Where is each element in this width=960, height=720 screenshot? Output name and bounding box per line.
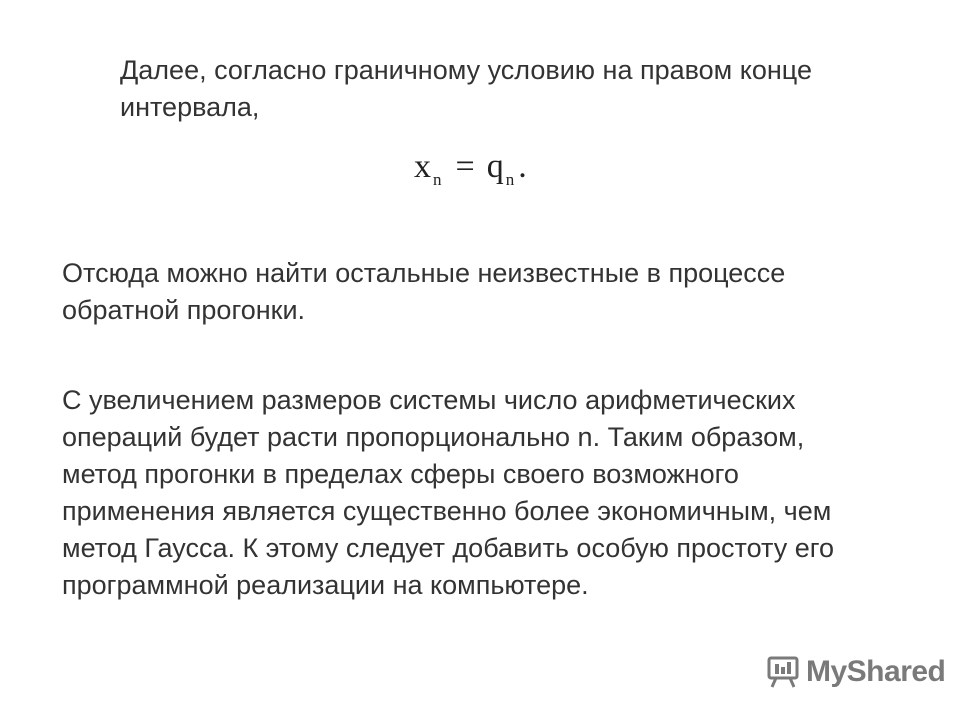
paragraph-back-substitution — [62, 255, 785, 329]
presentation-board-icon — [766, 655, 800, 689]
watermark-logo — [766, 655, 945, 689]
text-line: С увеличением размеров системы число арифметических — [62, 385, 796, 415]
text-line: метод прогонки в пределах сферы своего возможного — [62, 459, 739, 489]
paragraph-boundary-condition — [120, 52, 812, 126]
formula-rhs: q — [486, 148, 504, 185]
text-line: интервала, — [120, 92, 260, 122]
formula-lhs-subscript: n — [433, 170, 442, 189]
text-line: применения является существенно более экономичным, чем — [62, 496, 832, 526]
formula-xn-equals-qn — [414, 148, 527, 189]
text-line: Далее, согласно граничному условию на правом конце — [120, 55, 812, 85]
formula-equals: = — [455, 148, 475, 185]
formula-rhs-subscript: n — [505, 170, 515, 189]
formula-lhs: x — [414, 148, 431, 185]
text-line: операций будет расти пропорционально n. Таким образом, — [62, 422, 805, 452]
paragraph-complexity — [62, 382, 834, 604]
text-line: метод Гаусса. К этому следует добавить особую простоту его — [62, 533, 834, 563]
text-line: программной реализации на компьютере. — [62, 570, 589, 600]
text-line: обратной прогонки. — [62, 295, 306, 325]
text-line: Отсюда можно найти остальные неизвестные в процессе — [62, 258, 786, 288]
watermark-text: MyShared — [806, 655, 946, 688]
formula-period: . — [518, 148, 527, 185]
